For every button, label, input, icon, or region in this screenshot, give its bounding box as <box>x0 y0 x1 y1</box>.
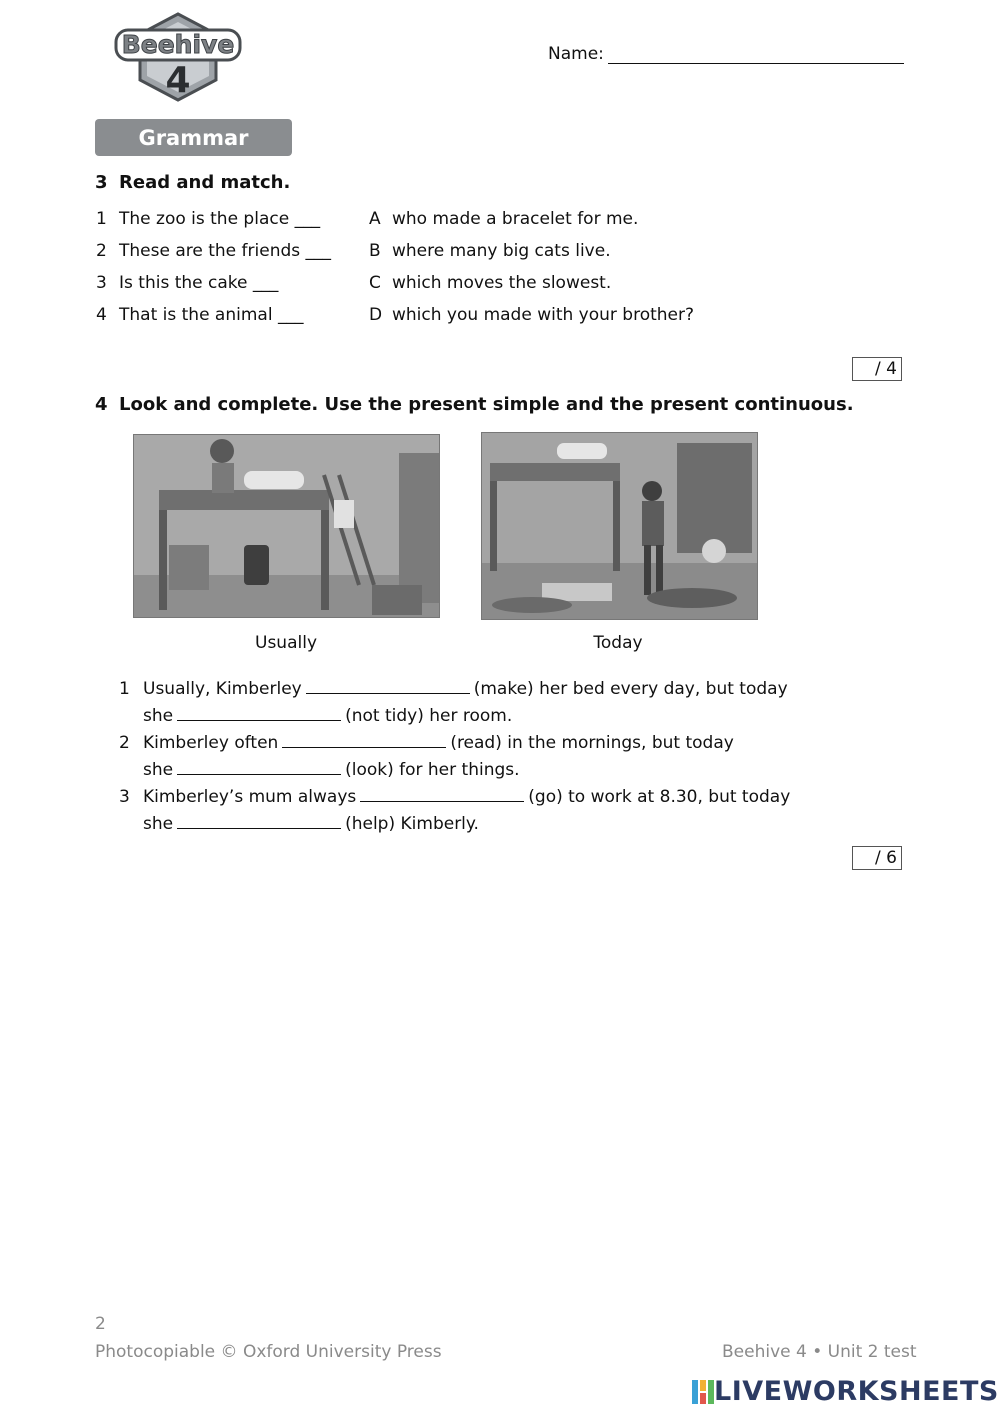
answer-blank[interactable] <box>306 677 470 694</box>
item-text: which moves the slowest. <box>392 273 612 293</box>
item-letter: B <box>369 241 381 261</box>
sentence-text: (not tidy) her room. <box>345 706 513 726</box>
completion-item-2 <box>119 730 734 784</box>
sentence-text: she <box>143 760 174 780</box>
copyright-notice: Photocopiable © Oxford University Press <box>95 1342 442 1362</box>
completion-item-1 <box>119 676 788 730</box>
item-text: The zoo is the place ___ <box>119 209 321 229</box>
logo-text: Beehive <box>121 30 235 59</box>
item-number: 1 <box>96 209 107 229</box>
answer-blank[interactable] <box>177 758 341 775</box>
match-right-item <box>369 273 611 293</box>
name-label: Name: <box>548 44 604 64</box>
item-text: These are the friends ___ <box>119 241 332 261</box>
match-right-item <box>369 241 611 261</box>
item-text: who made a bracelet for me. <box>392 209 639 229</box>
item-text: where many big cats live. <box>392 241 611 261</box>
exercise-instruction: Read and match. <box>119 172 291 193</box>
bedroom-messy-image <box>481 432 758 620</box>
score-box-ex3: / 4 <box>852 357 902 381</box>
page-number: 2 <box>95 1314 106 1334</box>
sentence-text: Kimberley’s mum always <box>143 787 357 807</box>
exercise-3-title <box>95 172 290 193</box>
sentence-text: Usually, Kimberley <box>143 679 302 699</box>
sentence-text: she <box>143 814 174 834</box>
answer-blank[interactable] <box>177 812 341 829</box>
item-number: 4 <box>96 305 107 325</box>
item-number: 2 <box>119 733 130 753</box>
match-left-item[interactable] <box>96 305 303 325</box>
item-letter: A <box>369 209 381 229</box>
name-input-line[interactable] <box>608 45 904 64</box>
name-row <box>548 44 904 64</box>
section-badge: Grammar <box>95 119 292 156</box>
bedroom-tidy-image <box>133 434 440 618</box>
item-number: 1 <box>119 679 130 699</box>
exercise-number: 4 <box>95 394 108 415</box>
item-letter: C <box>369 273 381 293</box>
sentence-text: (look) for her things. <box>345 760 520 780</box>
sentence-text: (read) in the mornings, but today <box>450 733 734 753</box>
item-text: which you made with your brother? <box>392 305 695 325</box>
liveworksheets-logo <box>692 1376 999 1407</box>
match-left-item[interactable] <box>96 209 320 229</box>
sentence-text: (go) to work at 8.30, but today <box>528 787 791 807</box>
exercise-4-title <box>95 394 854 415</box>
sentence-text: she <box>143 706 174 726</box>
caption-usually: Usually <box>255 633 317 653</box>
beehive-logo <box>112 12 244 104</box>
item-letter: D <box>369 305 383 325</box>
item-text: Is this the cake ___ <box>119 273 279 293</box>
match-right-item <box>369 209 638 229</box>
caption-today: Today <box>593 633 643 653</box>
match-left-item[interactable] <box>96 273 278 293</box>
test-label: Beehive 4 • Unit 2 test <box>722 1342 917 1362</box>
liveworksheets-icon <box>692 1380 714 1404</box>
liveworksheets-brand: LIVEWORKSHEETS <box>714 1376 999 1407</box>
completion-item-3 <box>119 784 790 838</box>
sentence-text: (help) Kimberly. <box>345 814 479 834</box>
exercise-number: 3 <box>95 172 108 193</box>
answer-blank[interactable] <box>282 731 446 748</box>
sentence-text: (make) her bed every day, but today <box>473 679 788 699</box>
item-number: 3 <box>96 273 107 293</box>
sentence-text: Kimberley often <box>143 733 279 753</box>
logo-level: 4 <box>165 60 191 101</box>
answer-blank[interactable] <box>360 785 524 802</box>
match-left-item[interactable] <box>96 241 331 261</box>
score-box-ex4: / 6 <box>852 846 902 870</box>
item-number: 3 <box>119 787 130 807</box>
answer-blank[interactable] <box>177 704 341 721</box>
item-text: That is the animal ___ <box>119 305 304 325</box>
exercise-instruction: Look and complete. Use the present simple and the present continuous. <box>119 394 854 415</box>
item-number: 2 <box>96 241 107 261</box>
match-right-item <box>369 305 694 325</box>
